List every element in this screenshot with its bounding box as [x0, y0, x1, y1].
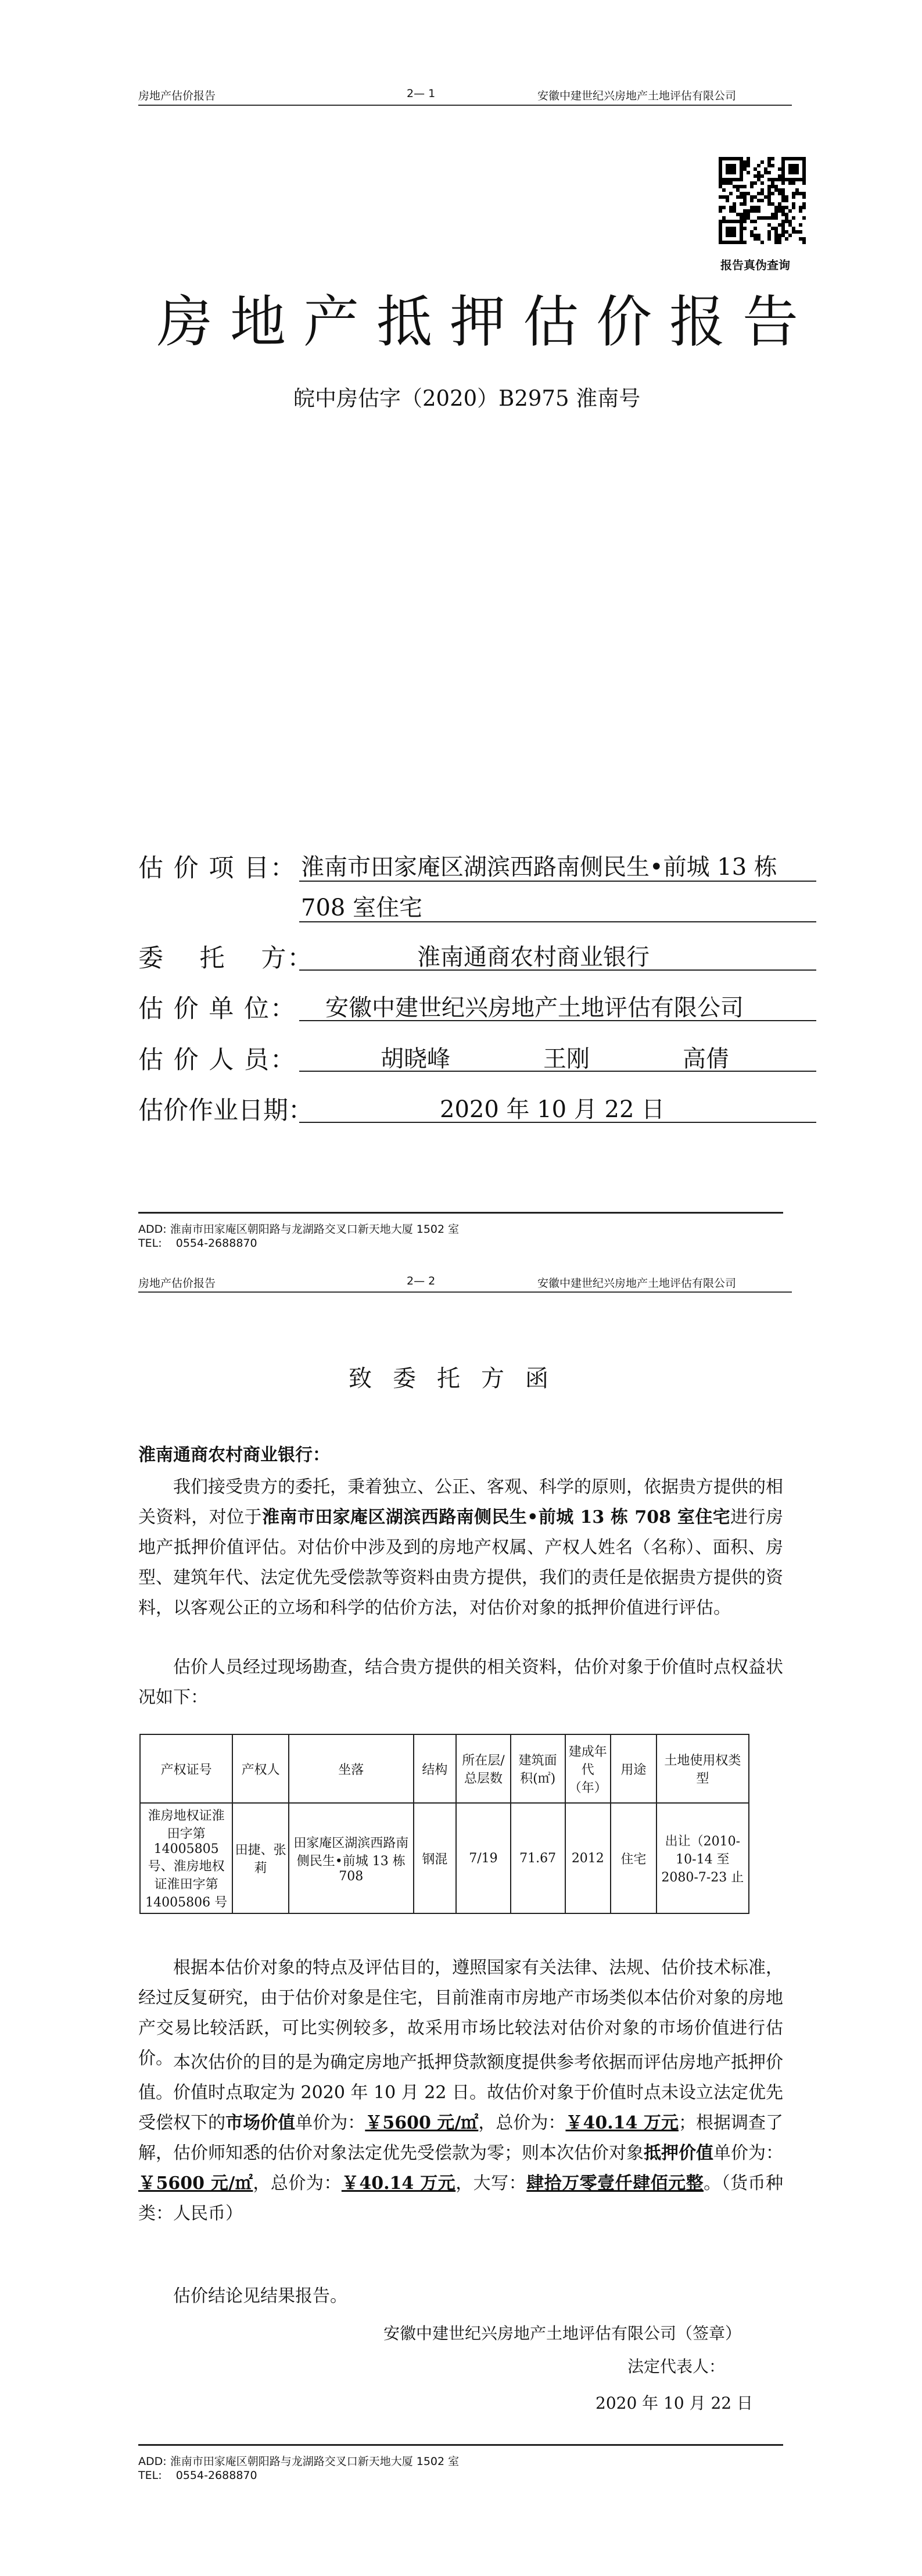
- letter-paragraph-3: 根据本估价对象的特点及评估目的，遵照国家有关法律、法规、估价技术标准，经过反复研究，由于估价对象是住宅，目前淮南市房地产市场类似本估价对象的房地产交易比较活跃，可比实例较多，故采用市场比较法对估价对象的市场价值进行估价。: [138, 1958, 783, 2069]
- mortgage-total-uppercase: 肆拾万零壹仟肆佰元整: [526, 2173, 704, 2194]
- p4-text: ，总价为：: [253, 2173, 342, 2194]
- table-header-cell: 产权证号: [140, 1734, 232, 1803]
- mortgage-value-label: 抵押价值: [644, 2143, 713, 2163]
- p4-text: ，总价为：: [478, 2113, 566, 2133]
- field-value-project: 淮南市田家庵区湖滨西路南侧民生•前城 13 栋: [301, 854, 777, 881]
- letter-paragraph-5: 估价结论见结果报告。: [173, 2286, 347, 2306]
- page2-header-right: 安徽中建世纪兴房地产土地评估有限公司: [537, 1277, 737, 1290]
- mortgage-total-price: ￥40.14 万元: [341, 2173, 456, 2194]
- page1-header-left: 房地产估价报告: [138, 90, 216, 102]
- table-header-row: [140, 1734, 749, 1803]
- qr-code-icon: [719, 157, 806, 244]
- field-label-appraiser-org: 估 价 单 位：: [138, 994, 297, 1024]
- table-header-cell: 建筑面积(㎡): [511, 1734, 565, 1803]
- table-cell: 田家庵区湖滨西路南侧民生•前城 13 栋 708: [289, 1803, 414, 1913]
- table-cell: 田捷、张莉: [232, 1803, 289, 1913]
- qr-caption: 报告真伪查询: [720, 258, 790, 272]
- page2-footer-tel: TEL: 0554-2688870: [138, 2469, 257, 2482]
- p4-text: ；根据调查了解，估价师知悉的估价对象法定优先受偿款为零；则本次估价对象: [138, 2113, 784, 2163]
- p4-text: 本次估价的目的是为确定房地产抵押贷款额度提供参考依据而评估房地产抵押价值。价值时点取定为 2020 年 10 月 22 日。故估价对象于价值时点未设立法定优先受偿权下的: [138, 2052, 783, 2133]
- signature-legal-rep: 法定代表人：: [627, 2357, 726, 2376]
- page1-footer-address: ADD: 淮南市田家庵区朝阳路与龙湖路交叉口新天地大厦 1502 室: [138, 1223, 460, 1236]
- table-cell: 住宅: [611, 1803, 656, 1913]
- field-value-appraisers: 胡晓峰 王刚 高倩: [381, 1046, 729, 1072]
- field-label-appraisers: 估 价 人 员：: [138, 1046, 297, 1075]
- page1-footer-tel: TEL: 0554-2688870: [138, 1237, 257, 1250]
- table-header-cell: 所在层/总层数: [456, 1734, 511, 1803]
- page2-header-rule: [138, 1291, 792, 1293]
- field-underline: [299, 881, 816, 882]
- table-row: [140, 1803, 749, 1913]
- letter-title: 致委托方函: [349, 1365, 569, 1392]
- report-number: 皖中房估字（2020）B2975 淮南号: [293, 386, 641, 411]
- p1-property-address: 淮南市田家庵区湖滨西路南侧民生•前城 13 栋 708 室住宅: [261, 1507, 731, 1527]
- field-underline: [299, 1071, 816, 1072]
- field-value-client: 淮南通商农村商业银行: [417, 944, 650, 971]
- page1-header-right: 安徽中建世纪兴房地产土地评估有限公司: [537, 90, 737, 102]
- page2-footer-rule: [138, 2444, 783, 2446]
- signature-company: 安徽中建世纪兴房地产土地评估有限公司（签章）: [383, 2324, 742, 2343]
- field-underline: [299, 1020, 816, 1021]
- letter-paragraph-1: [138, 1472, 783, 1623]
- table-cell: 7/19: [456, 1803, 511, 1913]
- table-header-cell: 结构: [414, 1734, 457, 1803]
- p4-text: 。（货币种类：人民币）: [138, 2173, 784, 2224]
- table-cell: 2012: [565, 1803, 611, 1913]
- p4-text: ，大写：: [455, 2173, 527, 2194]
- field-label-date: 估价作业日期：: [138, 1096, 313, 1125]
- market-total-price: ￥40.14 万元: [565, 2113, 679, 2133]
- mortgage-unit-price: ￥5600 元/㎡: [138, 2173, 253, 2194]
- table-header-cell: 建成年代（年）: [565, 1734, 611, 1803]
- field-value-date: 2020 年 10 月 22 日: [440, 1096, 665, 1123]
- field-underline: [299, 921, 816, 922]
- field-value-appraiser-org: 安徽中建世纪兴房地产土地评估有限公司: [325, 994, 744, 1021]
- table-cell: 钢混: [414, 1803, 457, 1913]
- letter-paragraph-2: 估价人员经过现场勘查，结合贵方提供的相关资料，估价对象于价值时点权益状况如下：: [138, 1657, 783, 1708]
- table-cell: 71.67: [511, 1803, 565, 1913]
- report-title: 房地产抵押估价报告: [157, 289, 816, 355]
- signature-date: 2020 年 10 月 22 日: [595, 2393, 754, 2413]
- table-cell: 出让（2010-10-14 至 2080-7-23 止: [656, 1803, 749, 1913]
- p4-text: 单价为：: [713, 2143, 783, 2163]
- page2-footer-address: ADD: 淮南市田家庵区朝阳路与龙湖路交叉口新天地大厦 1502 室: [138, 2455, 460, 2468]
- table-header-cell: 土地使用权类型: [656, 1734, 749, 1803]
- market-value-label: 市场价值: [225, 2113, 296, 2133]
- page2-header-left: 房地产估价报告: [138, 1277, 216, 1290]
- page1-header-page: 2— 1: [407, 87, 436, 100]
- page2-header-page: 2— 2: [407, 1275, 436, 1287]
- market-unit-price: ￥5600 元/㎡: [365, 2113, 479, 2133]
- letter-paragraph-4: [138, 2048, 783, 2229]
- page1-header-rule: [138, 105, 792, 106]
- table-header-cell: 坐落: [289, 1734, 414, 1803]
- table-header-cell: 用途: [611, 1734, 656, 1803]
- p4-text: 单价为：: [295, 2113, 365, 2133]
- letter-salutation: 淮南通商农村商业银行：: [138, 1445, 330, 1465]
- property-info-table: [139, 1734, 749, 1914]
- field-underline: [299, 1122, 816, 1123]
- p1-text: 我们接受贵方的委托，秉着独立、公正、客观、科学的原则，依据贵方提供的相关资料，对位于: [138, 1477, 783, 1527]
- field-value-project-line2: 708 室住宅: [301, 895, 423, 921]
- field-label-project: 估 价 项 目：: [138, 854, 297, 883]
- table-header-cell: 产权人: [232, 1734, 289, 1803]
- table-cell: 淮房地权证淮田字第 14005805 号、淮房地权证淮田字第 14005806 号: [140, 1803, 232, 1913]
- page1-footer-rule: [138, 1212, 783, 1214]
- p1-text-cont: 进行房地产抵押价值评估。对估价中涉及到的房地产权属、产权人姓名（名称）、面积、房型、建筑年代、法定优先受偿款等资料由贵方提供，我们的责任是依据贵方提供的资料，以客观公正的立场和科学的估价方法，对估价对象的抵押价值进行评估。: [138, 1507, 784, 1618]
- field-underline: [299, 969, 816, 971]
- field-label-client: 委 托 方：: [138, 944, 314, 973]
